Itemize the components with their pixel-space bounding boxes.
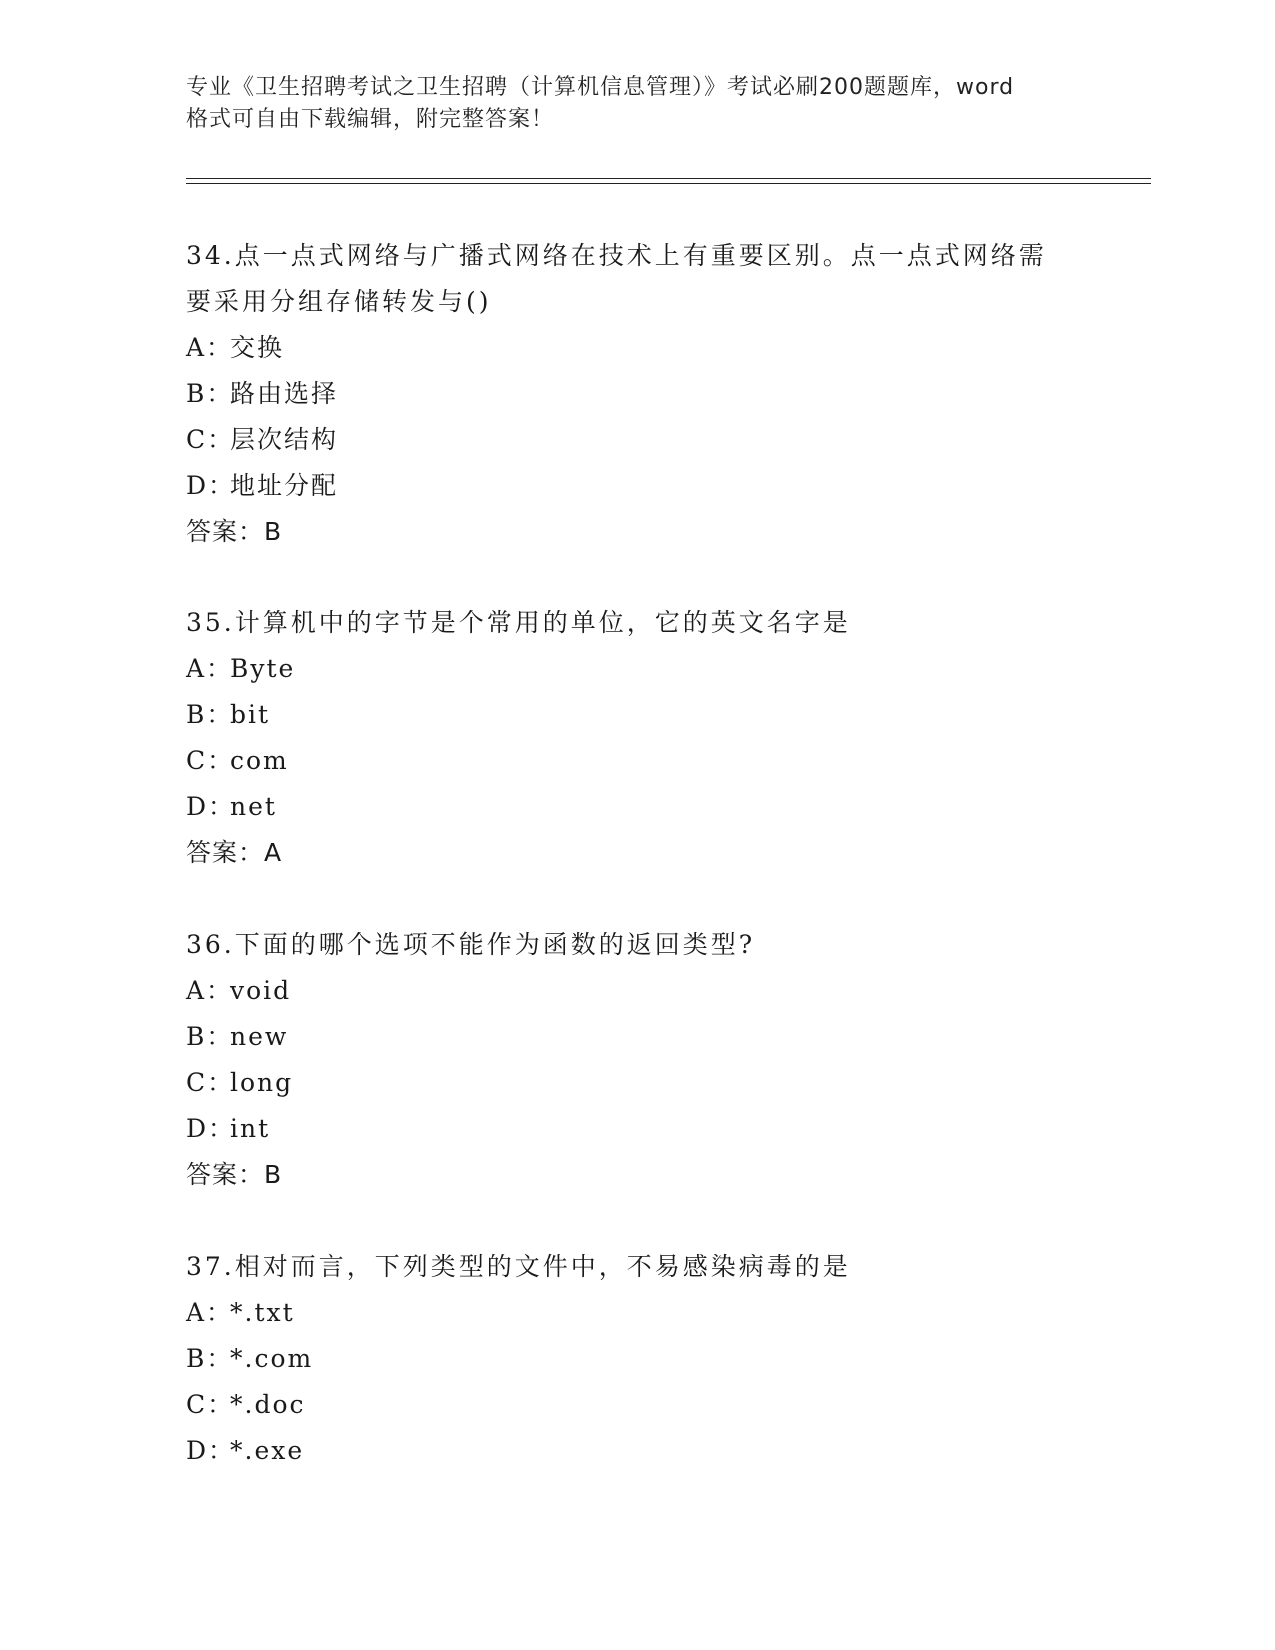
option-d <box>186 463 1086 509</box>
option-text: *.txt <box>230 1298 295 1327</box>
option-text: com <box>230 746 289 775</box>
option-key: D： <box>186 1436 236 1465</box>
option-key: C： <box>186 746 235 775</box>
option-c <box>186 1382 1086 1428</box>
option-text: net <box>230 792 277 821</box>
option-b <box>186 692 1086 738</box>
option-key: C： <box>186 1390 235 1419</box>
option-key: B： <box>186 1022 234 1051</box>
question-stem-line-1: 35.计算机中的字节是个常用的单位，它的英文名字是 <box>186 608 851 637</box>
option-key: C： <box>186 1068 235 1097</box>
option-d <box>186 784 1086 830</box>
option-key: D： <box>186 471 236 500</box>
question-stem-line-1: 34.点一点式网络与广播式网络在技术上有重要区别。点一点式网络需 <box>186 241 1047 270</box>
option-text: *.doc <box>230 1390 306 1419</box>
option-text: *.exe <box>230 1436 305 1465</box>
option-b <box>186 371 1086 417</box>
option-text: new <box>230 1022 289 1051</box>
option-text: int <box>230 1114 271 1143</box>
option-key: C： <box>186 425 235 454</box>
option-a <box>186 1290 1086 1336</box>
option-key: D： <box>186 792 236 821</box>
answer-line: 答案：B <box>186 1160 283 1189</box>
question-36 <box>186 922 1086 1198</box>
option-a <box>186 325 1086 371</box>
option-text: *.com <box>230 1344 314 1373</box>
header-line-1: 专业《卫生招聘考试之卫生招聘（计算机信息管理）》考试必刷200题题库，word <box>186 75 1015 100</box>
answer-line: 答案：B <box>186 517 283 546</box>
option-c <box>186 738 1086 784</box>
option-c <box>186 1060 1086 1106</box>
option-text: 交换 <box>230 333 285 362</box>
option-key: B： <box>186 1344 234 1373</box>
option-text: Byte <box>230 654 296 683</box>
option-key: A： <box>186 976 234 1005</box>
option-text: bit <box>230 700 271 729</box>
option-key: D： <box>186 1114 236 1143</box>
option-key: A： <box>186 654 234 683</box>
header-divider-bottom <box>186 183 1151 184</box>
question-stem-line-1: 37.相对而言，下列类型的文件中，不易感染病毒的是 <box>186 1252 851 1281</box>
option-text: 路由选择 <box>230 379 339 408</box>
option-text: 地址分配 <box>230 471 339 500</box>
option-c <box>186 417 1086 463</box>
option-text: void <box>230 976 292 1005</box>
document-header <box>186 72 1106 136</box>
question-37 <box>186 1244 1086 1474</box>
option-key: B： <box>186 700 234 729</box>
answer-line: 答案：A <box>186 838 283 867</box>
question-stem-line-2: 要采用分组存储转发与() <box>186 287 492 316</box>
question-34 <box>186 233 1086 555</box>
option-a <box>186 968 1086 1014</box>
option-key: B： <box>186 379 234 408</box>
header-divider-top <box>186 178 1151 179</box>
option-key: A： <box>186 333 234 362</box>
question-35 <box>186 600 1086 876</box>
option-a <box>186 646 1086 692</box>
option-b <box>186 1014 1086 1060</box>
option-text: 层次结构 <box>230 425 339 454</box>
question-stem-line-1: 36.下面的哪个选项不能作为函数的返回类型? <box>186 930 756 959</box>
option-key: A： <box>186 1298 234 1327</box>
option-d <box>186 1106 1086 1152</box>
option-d <box>186 1428 1086 1474</box>
header-line-2: 格式可自由下载编辑，附完整答案！ <box>186 107 555 132</box>
option-text: long <box>230 1068 294 1097</box>
option-b <box>186 1336 1086 1382</box>
